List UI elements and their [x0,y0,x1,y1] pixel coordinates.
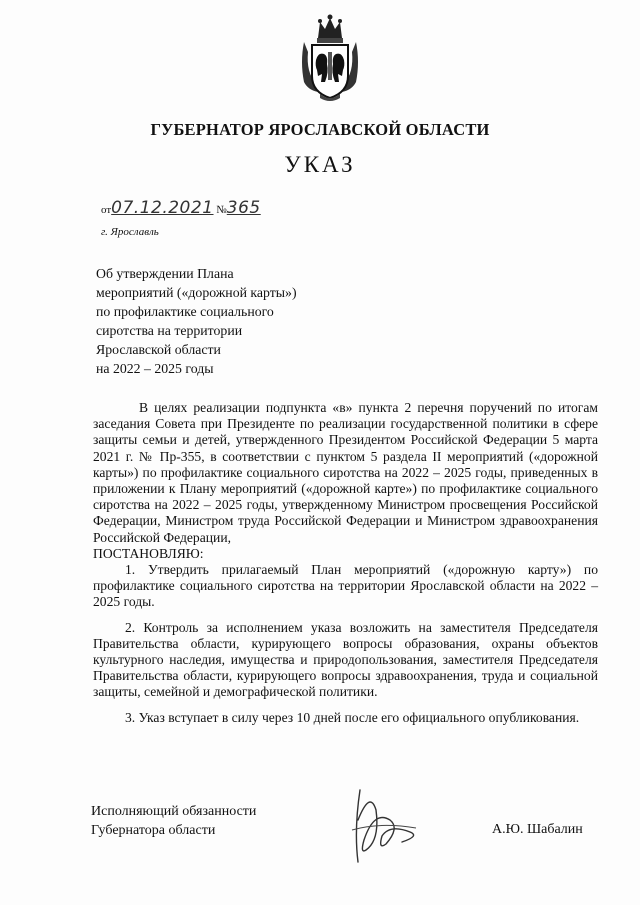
preamble-paragraph: В целях реализации подпункта «в» пункта 2 перечня поручений по итогам заседания Совета при Президенте по реализации государственной политики в сфере защиты семьи и детей, утвержденного Президентом Российской Федерации 5 марта 2021 г. № Пр-355, в соответствии с пунктом 5 раздела II мероприятий («дорожной карты») по профилактике социального сиротства на 2022 – 2025 годы, приведенных в приложении к Плану мероприятий («дорожной карте») по профилактике социального сиротства на 2022 – 2025 годы, утвержденному Министром просвещения Российской Федерации, Министром труда Российской Федерации и Министром здравоохранения Российской Федерации, [93,400,598,545]
date-prefix: от [101,204,112,216]
document-number: 365 [226,198,261,218]
issue-place: г. Ярославль [101,226,159,238]
subject-line: на 2022 – 2025 годы [96,361,214,376]
document-type-heading: УКАЗ [284,152,356,177]
subject-line: по профилактике социального [96,304,274,319]
signatory-position [91,802,256,840]
registration-line [101,198,261,218]
document-subject [96,264,297,378]
decree-item-3: 3. Указ вступает в силу через 10 дней после его официального опубликования. [125,709,580,725]
subject-line: мероприятий («дорожной карты») [96,285,297,300]
signatory-position-line: Исполняющий обязанности [91,804,257,819]
subject-line: сиротства на территории [96,323,243,338]
document-date: 07.12.2021 [111,198,214,218]
decree-word: ПОСТАНОВЛЯЮ: [93,545,204,561]
subject-line: Ярославской области [96,342,221,357]
decree-item-2: 2. Контроль за исполнением указа возложить на заместителя Председателя Правительства области, курирующего вопросы образования, охраны объектов культурного наследия, имущества и природопользования, заместителя Председателя Правительства области, курирующего вопросы здравоохранения, труда и социальной защиты, семейной и демографической политики. [93,619,598,700]
handwritten-signature [330,770,430,870]
number-prefix: № [216,204,227,216]
signatory-position-line: Губернатора области [91,823,216,838]
decree-item-1: 1. Утвердить прилагаемый План мероприятий («дорожную карту») по профилактике социального сиротства на территории Ярославской области на 2022 – 2025 годы. [93,562,598,610]
subject-line: Об утверждении Плана [96,266,234,281]
signatory-name: А.Ю. Шабалин [492,822,583,837]
organization-heading: ГУБЕРНАТОР ЯРОСЛАВСКОЙ ОБЛАСТИ [150,120,490,139]
document-body [93,400,598,726]
coat-of-arms-emblem [298,12,362,104]
